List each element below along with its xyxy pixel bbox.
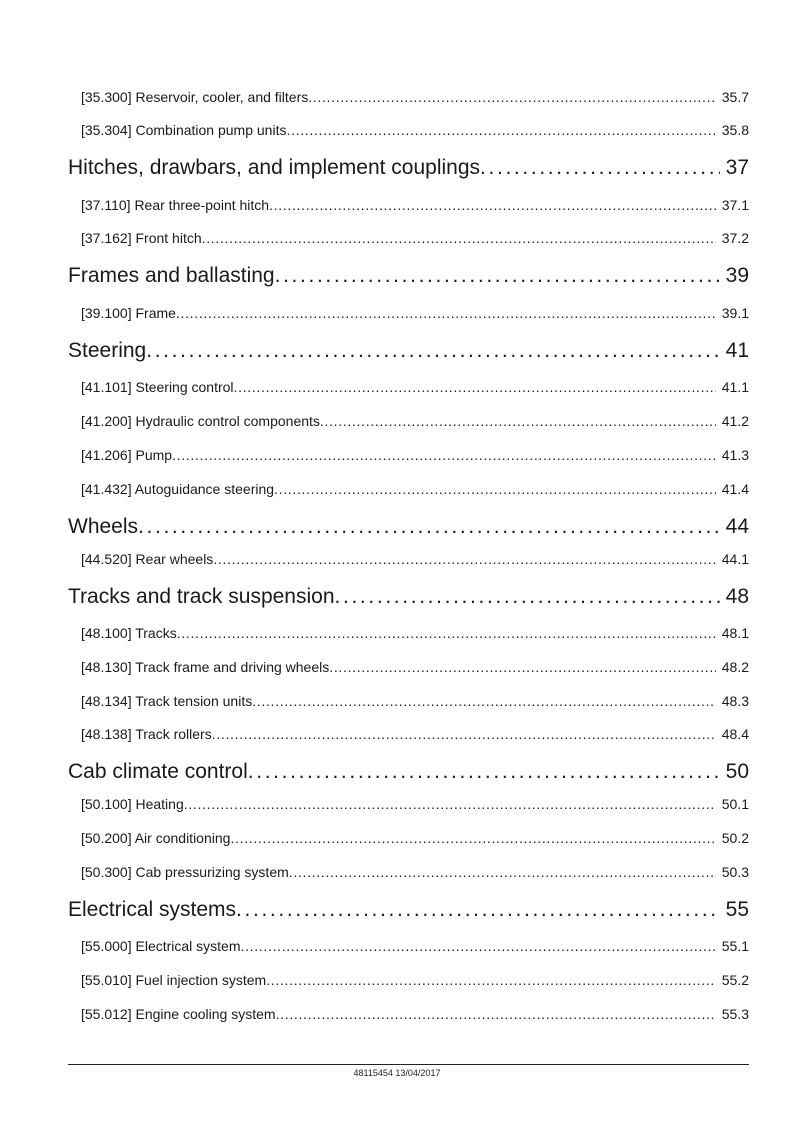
toc-page-number: 50.3 (721, 864, 749, 880)
toc-entry-title: Frames and ballasting (68, 264, 275, 287)
toc-subsection-entry[interactable] (81, 691, 749, 711)
dot-leader (275, 262, 720, 290)
toc-page-number: 35.8 (721, 122, 749, 138)
toc-entry-title: Wheels (68, 515, 139, 538)
dot-leader (230, 828, 715, 848)
toc-entry-title: [48.130] Track frame and driving wheels (81, 659, 330, 675)
toc-entry-title: [39.100] Frame (81, 305, 176, 321)
toc-section-entry[interactable] (68, 154, 749, 182)
toc-entry-title: [50.300] Cab pressurizing system (81, 864, 289, 880)
toc-entry-title: [35.300] Reservoir, cooler, and filters (81, 89, 309, 105)
toc-entry-title: Hitches, drawbars, and implement couplings (68, 156, 481, 179)
toc-entry-title: Tracks and track suspension (68, 585, 335, 608)
toc-subsection-entry[interactable] (81, 87, 749, 107)
toc-section-entry[interactable] (68, 896, 749, 924)
toc-page-number: 37.1 (721, 197, 749, 213)
dot-leader (236, 896, 720, 924)
toc-page-number: 37.2 (721, 230, 749, 246)
toc-page-number: 35.7 (721, 89, 749, 105)
toc-subsection-entry[interactable] (81, 228, 749, 248)
dot-leader (335, 583, 720, 611)
toc-section-entry[interactable] (68, 758, 749, 786)
dot-leader (329, 657, 716, 677)
toc-entry-title: [50.200] Air conditioning (81, 830, 231, 846)
dot-leader (172, 445, 716, 465)
toc-page-number: 39 (725, 264, 749, 287)
toc-entry-title: [55.010] Fuel injection system (81, 972, 267, 988)
toc-subsection-entry[interactable] (81, 828, 749, 848)
toc-entry-title: [48.100] Tracks (81, 625, 177, 641)
toc-page-number: 37 (725, 156, 749, 179)
toc-subsection-entry[interactable] (81, 1004, 749, 1024)
toc-subsection-entry[interactable] (81, 120, 749, 140)
toc-page-number: 55.3 (721, 1006, 749, 1022)
footer-doc-id: 48115454 13/04/2017 (353, 1068, 441, 1078)
toc-page-number: 50.1 (721, 796, 749, 812)
dot-leader (266, 970, 716, 990)
dot-leader (269, 195, 716, 215)
toc-subsection-entry[interactable] (81, 377, 749, 397)
dot-leader (289, 862, 716, 882)
toc-section-entry[interactable] (68, 513, 749, 541)
toc-subsection-entry[interactable] (81, 549, 749, 569)
toc-page-number: 41 (725, 339, 749, 362)
toc-page-number: 39.1 (721, 305, 749, 321)
dot-leader (138, 513, 720, 541)
toc-page-number: 44.1 (721, 551, 749, 567)
toc-page-number: 55 (725, 898, 749, 921)
toc-page-number: 48.4 (721, 726, 749, 742)
dot-leader (184, 794, 716, 814)
toc-page-number: 41.1 (721, 379, 749, 395)
dot-leader (248, 758, 720, 786)
toc-entry-title: [37.162] Front hitch (81, 230, 202, 246)
toc-entry-title: [48.138] Track rollers (81, 726, 212, 742)
toc-page-number: 48.3 (721, 693, 749, 709)
toc-page-number: 48 (725, 585, 749, 608)
toc-section-entry[interactable] (68, 337, 749, 365)
dot-leader (480, 154, 720, 182)
toc-subsection-entry[interactable] (81, 303, 749, 323)
toc-entry-title: [44.520] Rear wheels (81, 551, 214, 567)
dot-leader (202, 228, 716, 248)
toc-subsection-entry[interactable] (81, 445, 749, 465)
toc-entry-title: [37.110] Rear three-point hitch (81, 197, 270, 213)
toc-page-number: 48.1 (721, 625, 749, 641)
toc-entry-title: [35.304] Combination pump units (81, 122, 287, 138)
toc-entry-title: [50.100] Heating (81, 796, 184, 812)
toc-entry-title: Electrical systems (68, 898, 237, 921)
dot-leader (234, 377, 716, 397)
toc-entry-title: [41.101] Steering control (81, 379, 234, 395)
toc-entry-title: Cab climate control (68, 760, 248, 783)
footer-divider (68, 1064, 749, 1065)
dot-leader (176, 303, 716, 323)
toc-subsection-entry[interactable] (81, 724, 749, 744)
toc-subsection-entry[interactable] (81, 862, 749, 882)
toc-page-number: 44 (725, 515, 749, 538)
dot-leader (252, 691, 716, 711)
dot-leader (241, 936, 716, 956)
toc-page-number: 50 (725, 760, 749, 783)
toc-page-number: 41.3 (721, 447, 749, 463)
toc-page-number: 41.4 (721, 481, 749, 497)
toc-entry-title: [41.206] Pump (81, 447, 173, 463)
toc-subsection-entry[interactable] (81, 479, 749, 499)
dot-leader (213, 549, 715, 569)
dot-leader (308, 87, 716, 107)
toc-subsection-entry[interactable] (81, 623, 749, 643)
toc-subsection-entry[interactable] (81, 195, 749, 215)
dot-leader (286, 120, 715, 140)
toc-section-entry[interactable] (68, 262, 749, 290)
toc-subsection-entry[interactable] (81, 936, 749, 956)
toc-subsection-entry[interactable] (81, 657, 749, 677)
toc-page-number: 50.2 (721, 830, 749, 846)
dot-leader (212, 724, 716, 744)
toc-entry-title: [48.134] Track tension units (81, 693, 253, 709)
toc-subsection-entry[interactable] (81, 970, 749, 990)
toc-subsection-entry[interactable] (81, 411, 749, 431)
dot-leader (274, 479, 716, 499)
dot-leader (177, 623, 716, 643)
toc-page-number: 55.2 (721, 972, 749, 988)
toc-page-number: 41.2 (721, 413, 749, 429)
dot-leader (320, 411, 716, 431)
toc-entry-title: Steering (68, 339, 147, 362)
toc-entry-title: [55.000] Electrical system (81, 938, 241, 954)
toc-page-number: 48.2 (721, 659, 749, 675)
dot-leader (276, 1004, 716, 1024)
toc-subsection-entry[interactable] (81, 794, 749, 814)
toc-entry-title: [41.200] Hydraulic control components (81, 413, 320, 429)
toc-page-number: 55.1 (721, 938, 749, 954)
dot-leader (146, 337, 719, 365)
toc-entry-title: [55.012] Engine cooling system (81, 1006, 276, 1022)
toc-entry-title: [41.432] Autoguidance steering (81, 481, 275, 497)
toc-section-entry[interactable] (68, 583, 749, 611)
